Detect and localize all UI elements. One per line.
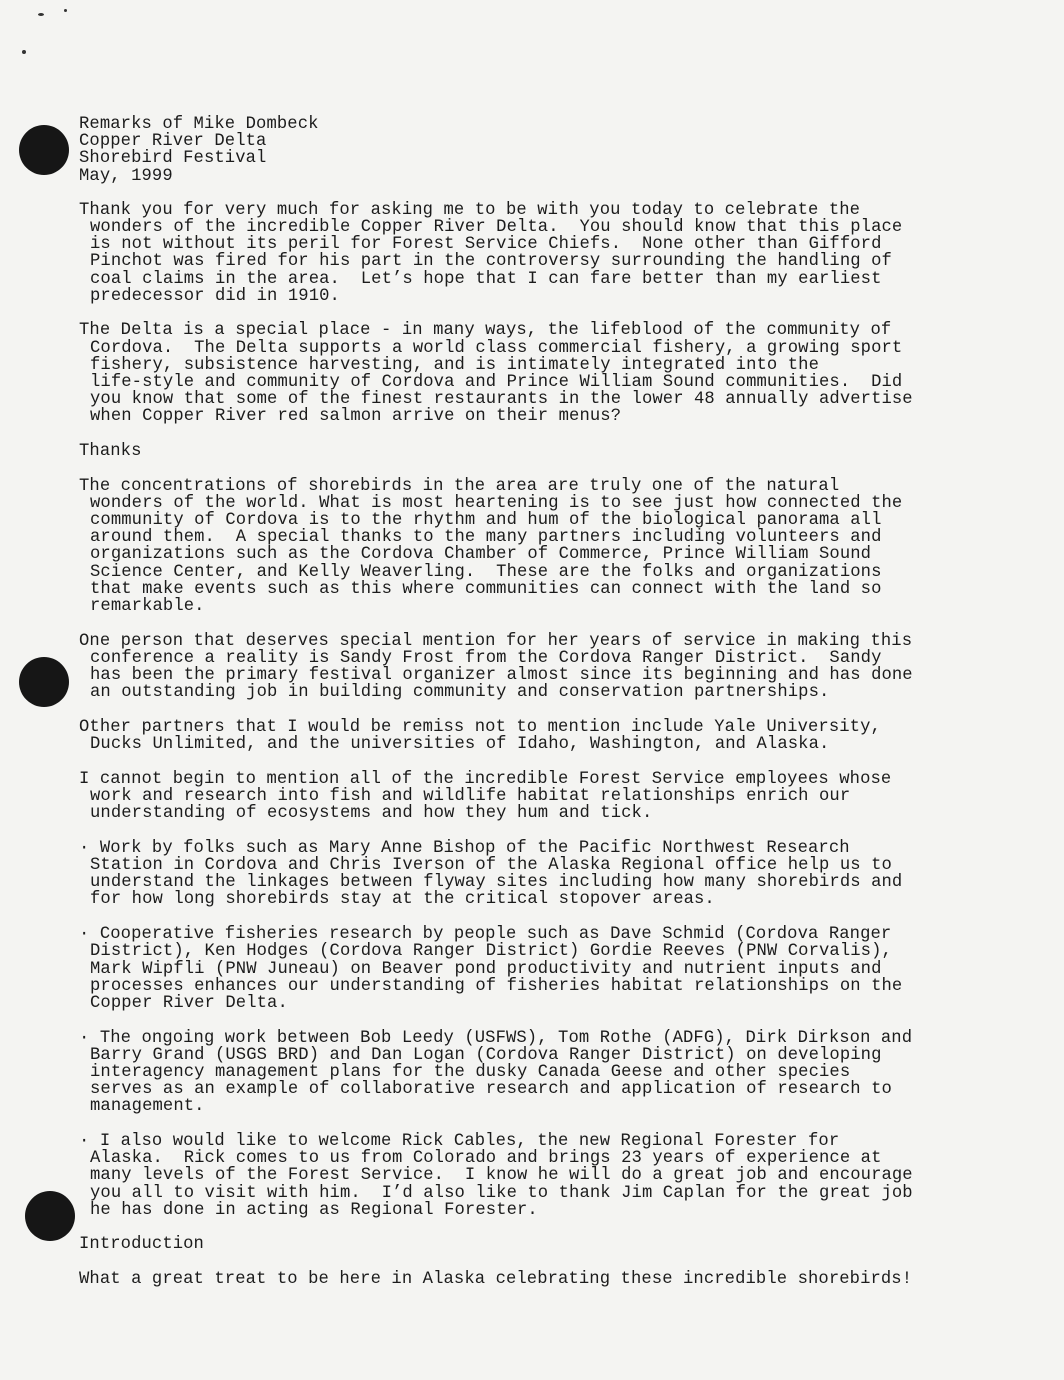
text-line: Thanks [79,442,142,461]
scan-speck [64,9,67,12]
text-line: you know that some of the finest restaurants in the lower 48 annually advertise [90,390,913,410]
text-line: that make events such as this where communities can connect with the land so [90,579,882,599]
paragraph [79,926,949,1012]
header-line: Remarks of Mike Dombeck [79,115,319,134]
text-line: The Delta is a special place - in many ways, the lifeblood of the community of [79,321,892,341]
header-line: May, 1999 [79,166,173,186]
text-line: many levels of the Forest Service. I know he will do a great job and encourage [90,1166,913,1186]
text-line: management. [90,1097,205,1117]
text-line: life-style and community of Cordova and Prince William Sound communities. Did [90,372,903,392]
text-line: he has done in acting as Regional Forester. [90,1200,538,1220]
text-line: wonders of the world. What is most heartening is to see just how connected the [90,493,903,513]
text-line: has been the primary festival organizer almost since its beginning and has done [90,666,913,686]
header-line: Copper River Delta [79,132,267,152]
paragraph [79,443,949,460]
text-line: organizations such as the Cordova Chamber of Commerce, Prince William Sound [90,545,872,565]
text-line: fishery, subsistence harvesting, and is intimately integrated into the [90,355,819,375]
text-line: District), Ken Hodges (Cordova Ranger District) Gordie Reeves (PNW Corvalis), [90,942,892,962]
text-line: is not without its peril for Forest Service Chiefs. None other than Gifford [90,235,882,255]
text-line: Other partners that I would be remiss not to mention include Yale University, [79,717,881,737]
text-line: · I also would like to welcome Rick Cables, the new Regional Forester for [79,1132,840,1151]
text-line: conference a reality is Sandy Frost from the Cordova Ranger District. Sandy [90,648,882,668]
text-line: What a great treat to be here in Alaska celebrating these incredible shorebirds! [79,1270,913,1290]
text-line: serves as an example of collaborative research and application of research to [90,1080,892,1100]
text-line: · Work by folks such as Mary Anne Bishop of the Pacific Northwest Research [79,838,850,858]
text-line: Science Center, and Kelly Weaverling. These are the folks and organizations [90,562,882,582]
text-line: Alaska. Rick comes to us from Colorado and brings 23 years of experience at [90,1149,882,1169]
text-line: community of Cordova is to the rhythm and hum of the biological panorama all [90,511,882,531]
text-line: understand the linkages between flyway sites including how many shorebirds and [90,873,903,893]
text-line: I cannot begin to mention all of the incredible Forest Service employees whose [79,769,892,789]
text-line: understanding of ecosystems and how they hum and tick. [90,804,653,824]
text-line: Pinchot was fired for his part in the controversy surrounding the handling of [90,252,892,272]
text-line: Copper River Delta. [90,993,288,1013]
text-line: coal claims in the area. Let’s hope that I can fare better than my earliest [90,269,882,289]
paragraph [79,202,949,305]
paragraph [79,771,949,823]
paragraph [79,719,949,753]
paragraph [79,1271,949,1288]
text-line: for how long shorebirds stay at the critical stopover areas. [90,890,715,910]
text-line: predecessor did in 1910. [90,286,340,306]
text-line: Ducks Unlimited, and the universities of Idaho, Washington, and Alaska. [90,735,830,755]
punch-hole-top [19,125,69,175]
text-line: remarkable. [90,597,205,616]
punch-hole-bottom [25,1191,75,1241]
text-line: interagency management plans for the dusky Canada Geese and other species [90,1062,851,1082]
text-line: · The ongoing work between Bob Leedy (USFWS), Tom Rothe (ADFG), Dirk Dirkson and [79,1028,913,1048]
text-line: One person that deserves special mention for her years of service in making this [79,631,913,651]
text-line: Introduction [79,1235,204,1255]
text-line: work and research into fish and wildlife habitat relationships enrich our [90,787,851,806]
scan-speck [22,50,26,54]
document-header [79,116,949,185]
paragraph [79,322,949,425]
text-line: Cordova. The Delta supports a world class commercial fishery, a growing sport [90,338,903,358]
text-line: wonders of the incredible Copper River Delta. You should know that this place [90,217,903,237]
text-line: processes enhances our understanding of fisheries habitat relationships on the [90,976,903,996]
paragraph [79,1236,949,1253]
text-line: · Cooperative fisheries research by people such as Dave Schmid (Cordova Ranger [79,925,892,945]
header-line: Shorebird Festival [79,149,267,169]
paragraphs [79,202,949,1289]
text-line: Thank you for very much for asking me to be with you today to celebrate the [79,200,861,220]
paragraph [79,478,949,616]
text-line: you all to visit with him. I’d also like to thank Jim Caplan for the great job [90,1183,913,1203]
paragraph [79,840,949,909]
paragraph [79,1030,949,1116]
text-line: The concentrations of shorebirds in the area are truly one of the natural [79,476,840,496]
text-line: an outstanding job in building community and conservation partnerships. [90,683,830,703]
paragraph [79,1133,949,1219]
text-line: around them. A special thanks to the many partners including volunteers and [90,528,882,548]
text-line: Station in Cordova and Chris Iverson of the Alaska Regional office help us to [90,856,892,876]
punch-hole-middle [19,657,69,707]
document-body [79,116,949,1306]
text-line: Mark Wipfli (PNW Juneau) on Beaver pond productivity and nutrient inputs and [90,959,882,979]
paragraph [79,633,949,702]
scan-speck [38,13,44,16]
text-line: when Copper River red salmon arrive on their menus? [90,407,622,427]
text-line: Barry Grand (USGS BRD) and Dan Logan (Cordova Ranger District) on developing [90,1045,882,1065]
